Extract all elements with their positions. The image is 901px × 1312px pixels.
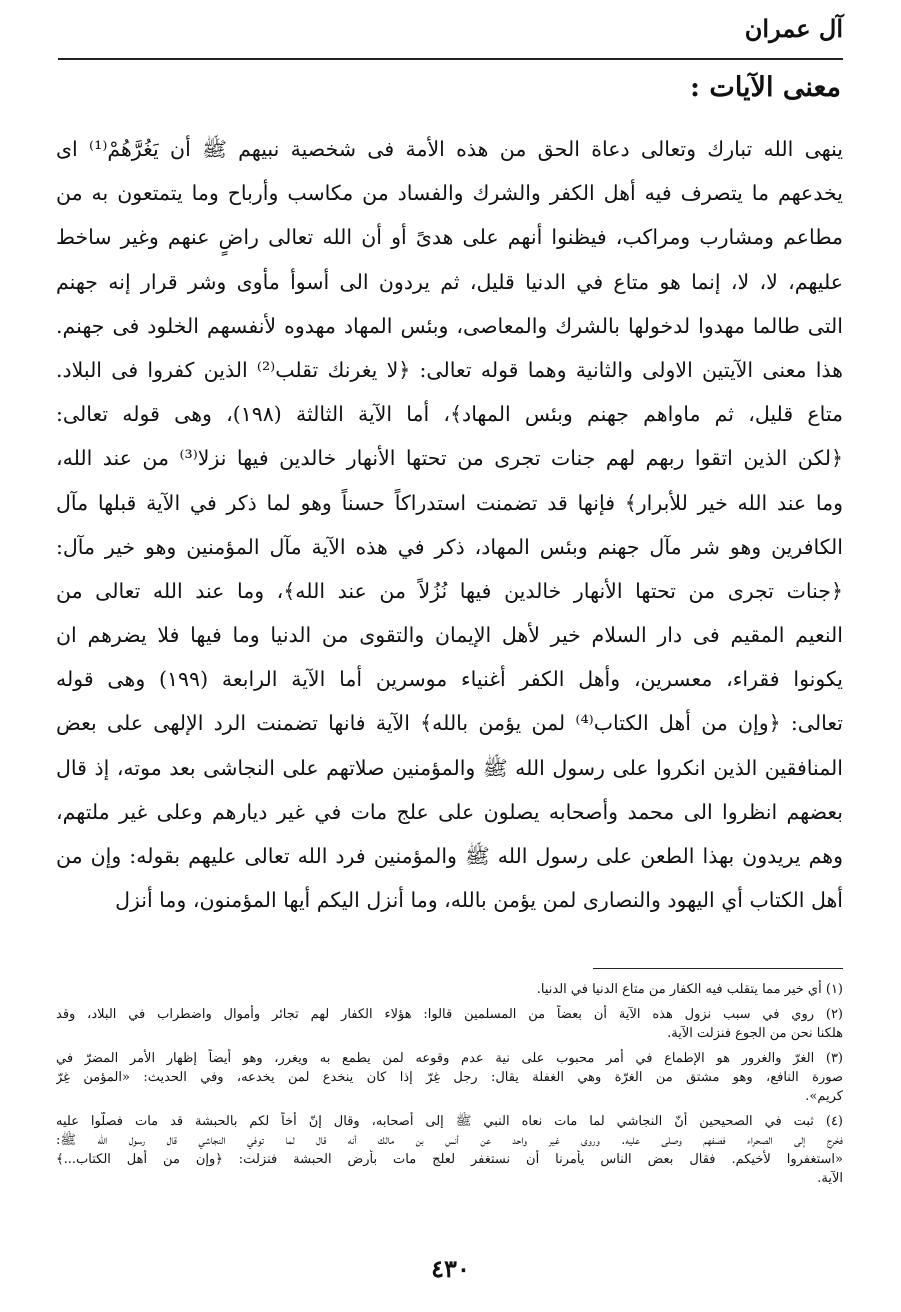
body-line: التى طالما مهدوا لدخولها بالشرك والمعاصى، وبئس المهاد مهدوه لأنفسهم الخلود فى جهنم. — [56, 313, 843, 338]
footnote-line: كريم». — [805, 1089, 843, 1104]
body-line: ﴿جنات تجرى من تحتها الأنهار خالدين فيها نُزُلاً من عند الله﴾، وما عند الله تعالى من — [56, 578, 843, 603]
running-head: آل عمران — [744, 14, 843, 43]
body-line: المنافقين الذين انكروا على رسول الله ﷺ والمؤمنين صلاتهم على النجاشى بعد موته، إذ قال — [56, 755, 843, 780]
footnote-line: صورة النافع، وهو مشتق من الغرّة وهي الغفلة يقال: رجل غِرّ إذا كان ينخدع لمن يخدعه، وفي الحديث: «المؤمن غِرّ — [56, 1070, 843, 1085]
section-title: معنى الآيات : — [690, 72, 841, 103]
footnote-line: هلكنا نحن من الجوع فنزلت الآية. — [667, 1026, 843, 1041]
footnote-2 — [56, 1005, 843, 1043]
body-line: عليهم، لا، لا، إنما هو متاع في الدنيا قليل، ثم يردون الى أسوأ مأوى وشر قرار إنه جهنم — [56, 269, 843, 294]
footnote-line: (١) أي خير مما يتقلب فيه الكفار من متاع الدنيا في الدنيا. — [536, 982, 843, 997]
body-line: بعضهم انظروا الى محمد وأصحابه يصلون على علج مات في غير ديارهم وعلى غير ملتهم، — [56, 799, 843, 824]
footnote-separator — [593, 968, 843, 969]
body-line: وهم يريدون بهذا الطعن على رسول الله ﷺ والمؤمنين فرد الله تعالى عليهم بقوله: وإن من — [56, 844, 843, 868]
footnotes — [56, 980, 843, 1194]
page-header — [58, 14, 843, 60]
footnote-4 — [56, 1112, 843, 1188]
body-line: يخدعهم ما يتصرف فيه أهل الكفر والشرك والفساد من مكاسب وأرباح وما يتمتعون به من — [56, 181, 843, 206]
body-line: يكونوا فقراء، معسرين، وأهل الكفر أغنياء موسرين أما الآية الرابعة (١٩٩) وهى قوله — [56, 667, 843, 692]
body-line: النعيم المقيم فى دار السلام خير لأهل الإيمان والتقوى من الدنيا وما فيها فلا يضرهم ان — [56, 623, 843, 648]
footnote-line: الآية. — [817, 1171, 843, 1186]
header-rule — [58, 58, 843, 60]
body-line: متاع قليل، ثم ماواهم جهنم وبئس المهاد﴾، أما الآية الثالثة (١٩٨)، وهى قوله تعالى: — [56, 402, 843, 427]
body-line: ينهى الله تبارك وتعالى دعاة الحق من هذه الأمة فى شخصية نبيهم ﷺ أن يَغُرَّهُمْ⁽¹⁾ اى — [56, 137, 843, 161]
footnote-line: فخرج إلى الصحراء فصفهم وصلى عليه. وروى غير واحد عن أنس بن مالك أنه قال لما توفي النجاشي قال رسول الله ﷺ: — [56, 1133, 843, 1148]
page-number: ٤٣٠ — [431, 1254, 470, 1283]
body-text — [56, 127, 843, 922]
body-line: أهل الكتاب أي اليهود والنصارى لمن يؤمن بالله، وما أنزل اليكم أيها المؤمنون، وما أنزل — [115, 888, 843, 913]
body-line: مطاعم ومشارب ومراكب، فيظنوا أنهم على هدىً أو أن الله تعالى راضٍ عنهم وغير ساخط — [56, 225, 843, 250]
body-line: هذا معنى الآيتين الاولى والثانية وهما قوله تعالى: ﴿لا يغرنك تقلب⁽²⁾ الذين كفروا فى البلاد. — [56, 357, 843, 382]
footnote-3 — [56, 1049, 843, 1106]
body-line: تعالى: ﴿وإن من أهل الكتاب⁽⁴⁾ لمن يؤمن بالله﴾ الآية فانها تضمنت الرد الإلهى على بعض — [56, 711, 843, 736]
footnote-line: (٣) الغرّ والغرور هو الإطماع في أمر محبوب على نية عدم وقوعه لمن يطمع به ويغرر، وهو أيضاً إظهار الأمر المضرّ في — [56, 1051, 843, 1066]
body-line: ﴿لكن الذين اتقوا ربهم لهم جنات تجرى من تحتها الأنهار خالدين فيها نزلا⁽³⁾ من عند الله، — [56, 446, 843, 471]
body-line: الكافرين وهو شر مآل جهنم وبئس المهاد، ذكر في هذه الآية مآل المؤمنين وهو خير مآل: — [56, 534, 843, 559]
footnote-line: (٢) روي في سبب نزول هذه الآية أن بعضاً من المسلمين قالوا: هؤلاء الكفار لهم تجائر وأموال واضطراب في البلاد، وقد — [56, 1007, 843, 1022]
footnote-line: «استغفروا لأخيكم. فقال بعض الناس يأمرنا أن نستغفر لعلج مات بأرض الحبشة فنزلت: ﴿وإن من أهل الكتاب...﴾ — [56, 1152, 843, 1167]
footnote-line: (٤) ثبت في الصحيحين أنّ النجاشي لما مات نعاه النبي ﷺ إلى أصحابه، وقال إنّ أخاً لكم بالحبشة قد مات فصلّوا عليه — [56, 1114, 843, 1129]
footnote-1 — [56, 980, 843, 999]
body-line: وما عند الله خير للأبرار﴾ فإنها قد تضمنت استدراكاً حسناً وهو لما ذكر في الآية قبلها مآل — [56, 490, 843, 515]
